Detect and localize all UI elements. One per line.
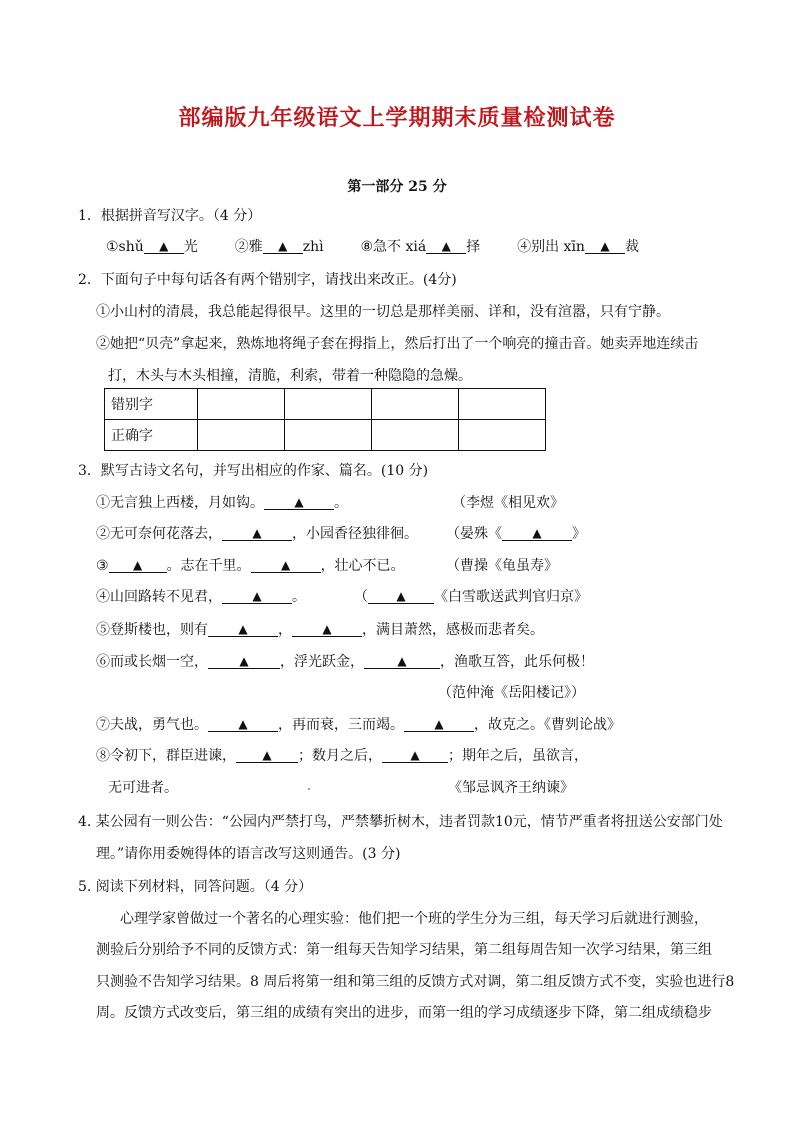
- triangle-marker-icon: ▲: [278, 239, 288, 253]
- triangle-marker-icon: ▲: [322, 622, 332, 636]
- q3-line-5: [96, 620, 544, 640]
- q1-d-suffix: 裁: [624, 239, 639, 255]
- q1-a-prefix: ①shǔ: [106, 239, 144, 255]
- answer-blank[interactable]: [368, 587, 434, 604]
- triangle-marker-icon: ▲: [132, 558, 143, 572]
- q3-line-4: [96, 587, 306, 607]
- answer-blank[interactable]: [251, 556, 321, 573]
- poem-text: 。: [292, 589, 306, 605]
- answer-blank[interactable]: [404, 715, 474, 732]
- answer-blank[interactable]: [426, 237, 466, 254]
- source-text: （: [354, 589, 368, 605]
- poem-text: 。: [334, 495, 348, 511]
- q2-sentence-1: ①小山村的清晨，我总能起得很早。这里的一切总是那样美丽、详和，没有渲嚣，只有宁静。: [96, 304, 670, 320]
- q3-source-1: （李煜《相见欢》: [452, 495, 564, 511]
- q1-d-prefix: ④别出 xīn: [517, 239, 585, 255]
- triangle-marker-icon: ▲: [396, 589, 406, 603]
- q3-line-7: [96, 715, 621, 735]
- q5-paragraph-line-1: 心理学家曾做过一个著名的心理实验：他们把一个班的学生分为三组，每天学习后就进行测验，: [120, 911, 708, 927]
- q2-sentence-2b: 打，木头与木头相撞，清脆，利索，带着一种隐隐的急燥。: [108, 368, 472, 384]
- answer-blank[interactable]: [585, 237, 625, 254]
- q3-source-3: （曹操《龟虽寿》: [446, 558, 558, 574]
- answer-blank[interactable]: [263, 237, 303, 254]
- q2-stem: 2．下面句子中每句话各有两个错别字，请找出来改正。(4分): [78, 272, 457, 288]
- q3-line-6: [96, 652, 594, 672]
- answer-blank[interactable]: [208, 652, 280, 669]
- poem-text: ，浮光跃金，: [280, 654, 364, 670]
- answer-blank[interactable]: [208, 715, 278, 732]
- triangle-marker-icon: ▲: [238, 622, 248, 636]
- answer-blank[interactable]: [109, 556, 167, 573]
- answer-blank[interactable]: [208, 620, 278, 637]
- q3-line-1: [96, 493, 348, 513]
- q3-source-8: 《邹忌讽齐王纳谏》: [448, 780, 574, 796]
- answer-cell[interactable]: [459, 389, 546, 420]
- section-heading: 第一部分 25 分: [347, 179, 447, 195]
- triangle-marker-icon: ▲: [441, 239, 451, 253]
- answer-blank[interactable]: [236, 746, 298, 763]
- triangle-marker-icon: ▲: [410, 748, 420, 762]
- triangle-marker-icon: ▲: [238, 717, 248, 731]
- poem-text: ，壮心不已。: [320, 558, 405, 574]
- q1-b-suffix: zhì: [302, 239, 324, 255]
- poem-text: ③: [96, 558, 109, 574]
- q3-line-8b: 无可进者。: [108, 780, 178, 796]
- q1-a-suffix: 光: [183, 239, 198, 255]
- triangle-marker-icon: ▲: [159, 239, 169, 253]
- q1-b-prefix: ②雅: [234, 239, 263, 255]
- answer-cell[interactable]: [198, 389, 285, 420]
- triangle-marker-icon: ▲: [280, 558, 291, 572]
- triangle-marker-icon: ▲: [252, 526, 262, 540]
- q3-source-6: （范仲淹《岳阳楼记》）: [438, 685, 585, 701]
- triangle-marker-icon: ▲: [434, 717, 444, 731]
- triangle-marker-icon: ▲: [262, 748, 272, 762]
- q3-source-2: [446, 524, 586, 544]
- stray-dot: [308, 788, 310, 790]
- poem-text: ；期年之后，虽欲言，: [448, 748, 588, 764]
- source-text: 》: [572, 526, 586, 542]
- poem-text: ⑧令初下，群臣进谏，: [96, 748, 236, 764]
- source-text: （晏殊《: [446, 526, 502, 542]
- poem-text: ，故克之。《曹刿论战》: [474, 717, 621, 733]
- answer-blank[interactable]: [222, 524, 292, 541]
- poem-text: ⑥而或长烟一空，: [96, 654, 208, 670]
- q3-line-8: [96, 746, 588, 766]
- poem-text: ，满目萧然，感极而悲者矣。: [362, 622, 544, 638]
- poem-text: ，再而衰，三而竭。: [278, 717, 404, 733]
- q1-c-suffix: 择: [466, 239, 481, 255]
- triangle-marker-icon: ▲: [294, 495, 304, 509]
- triangle-marker-icon: ▲: [239, 654, 249, 668]
- answer-blank[interactable]: [264, 493, 334, 510]
- poem-text: ，渔歌互答，此乐何极！: [440, 654, 594, 670]
- answer-cell[interactable]: [372, 420, 459, 451]
- answer-cell[interactable]: [372, 389, 459, 420]
- q3-line-3: [96, 556, 405, 576]
- q2-sentence-2a: ②她把“贝壳”拿起来，熟炼地将绳子套在拇指上，然后打出了一个响亮的撞击音。她卖弄地连续击: [96, 336, 699, 352]
- poem-text: 。志在千里。: [166, 558, 251, 574]
- correction-table: [104, 388, 546, 451]
- exam-title: 部编版九年级语文上学期期末质量检测试卷: [178, 106, 616, 131]
- poem-text: ④山回路转不见君，: [96, 589, 222, 605]
- q1-c-prefix: ⑧急不 xiá: [360, 239, 427, 255]
- answer-blank[interactable]: [382, 746, 448, 763]
- q5-stem: 5. 阅读下列材料，同答问题。（4 分）: [78, 879, 313, 895]
- answer-cell[interactable]: [285, 420, 372, 451]
- row-label-wrong: 错别字: [105, 389, 198, 420]
- q4-line-b: 理。”请你用委婉得体的语言改写这则通告。(3 分): [96, 846, 401, 862]
- q5-paragraph-line-3: 只测验不告知学习结果。8 周后将第一组和第三组的反馈方式对调，第二组反馈方式不变，实验也进行8: [96, 974, 735, 990]
- triangle-marker-icon: ▲: [252, 589, 262, 603]
- q1-stem: 1．根据拼音写汉字。（4 分）: [78, 208, 262, 224]
- source-text: 《白雪歌送武判官归京》: [434, 589, 588, 605]
- triangle-marker-icon: ▲: [600, 239, 610, 253]
- row-label-correct: 正确字: [105, 420, 198, 451]
- poem-text: ②无可奈何花落去，: [96, 526, 222, 542]
- q3-line-2: [96, 524, 418, 544]
- poem-text: ，小园香径独徘徊。: [292, 526, 418, 542]
- triangle-marker-icon: ▲: [532, 526, 542, 540]
- poem-text: ，: [278, 622, 292, 638]
- answer-cell[interactable]: [198, 420, 285, 451]
- poem-text: ；数月之后，: [298, 748, 382, 764]
- q3-source-4: [354, 587, 588, 607]
- q3-stem: 3．默写古诗文名句，并写出相应的作家、篇名。(10 分): [78, 463, 429, 479]
- answer-cell[interactable]: [459, 420, 546, 451]
- q5-paragraph-line-4: 周。反馈方式改变后，第三组的成绩有突出的进步，而第一组的学习成绩逐步下降，第二组成绩稳步: [96, 1005, 712, 1021]
- answer-blank[interactable]: [222, 587, 292, 604]
- triangle-marker-icon: ▲: [397, 654, 407, 668]
- answer-blank[interactable]: [364, 652, 440, 669]
- poem-text: ⑦夫战，勇气也。: [96, 717, 208, 733]
- poem-text: ⑤登斯楼也，则有: [96, 622, 208, 638]
- table-row: [105, 389, 546, 420]
- answer-blank[interactable]: [292, 620, 362, 637]
- poem-text: ①无言独上西楼，月如钩。: [96, 495, 264, 511]
- answer-blank[interactable]: [144, 237, 184, 254]
- answer-blank[interactable]: [502, 524, 572, 541]
- answer-cell[interactable]: [285, 389, 372, 420]
- table-row: [105, 420, 546, 451]
- q4-line-a: 4. 某公园有一则公告：“公园内严禁打鸟，严禁攀折树木，违者罚款10元，情节严重者将扭送公安部门处: [78, 814, 723, 830]
- q5-paragraph-line-2: 测验后分别给予不同的反馈方式：第一组每天告知学习结果，第二组每周告知一次学习结果，第三组: [96, 942, 712, 958]
- q1-items: [106, 237, 639, 257]
